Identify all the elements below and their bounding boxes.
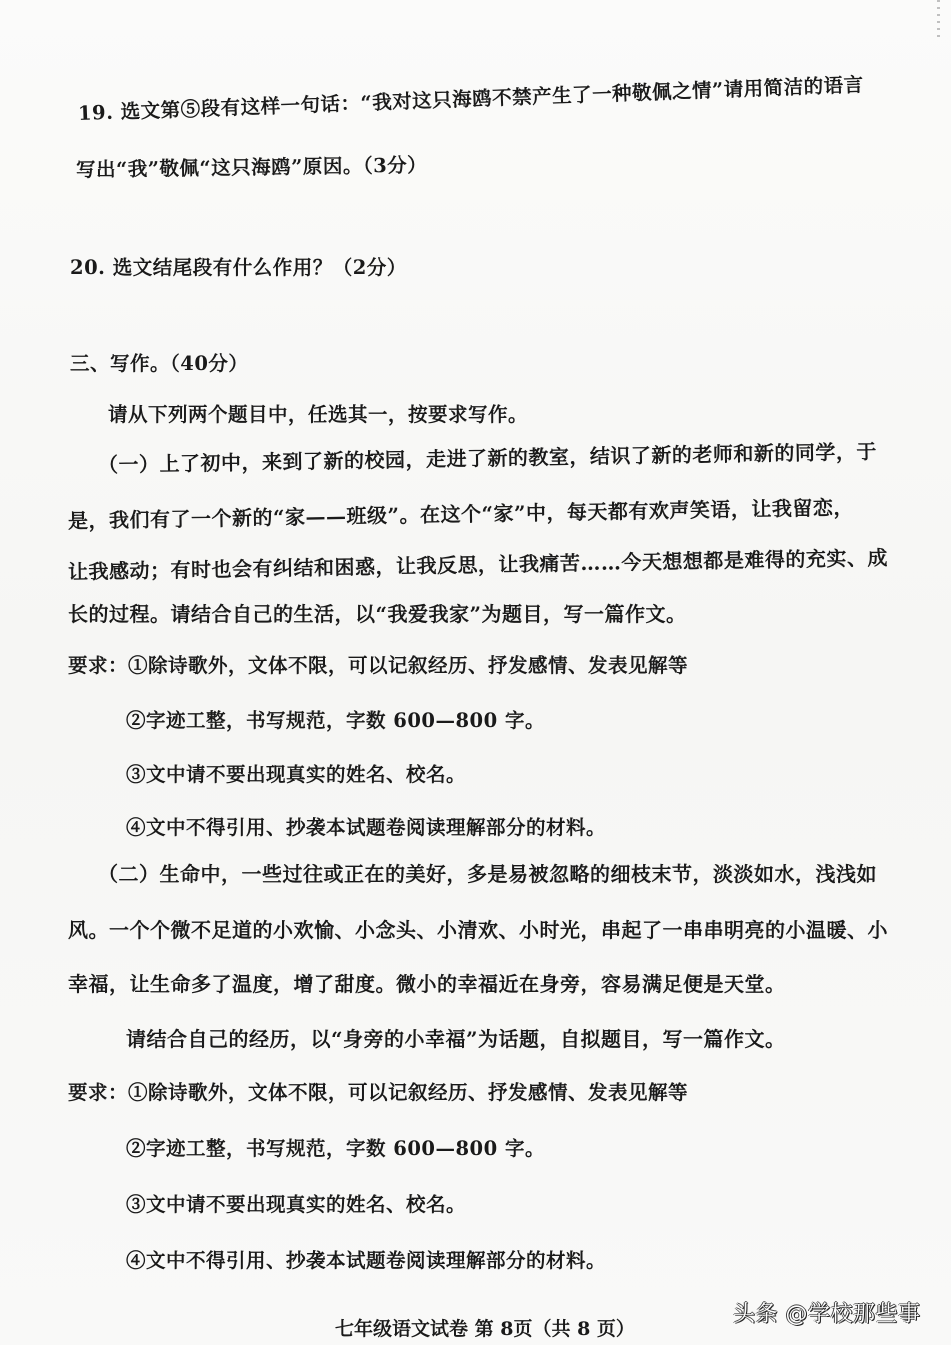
question-19-line-2: 写出“我”敬佩“这只海鸥”原因。（3分）	[75, 153, 428, 182]
prompt-1-line-2: 是，我们有了一个新的“家——班级”。在这个“家”中，每天都有欢声笑语，让我留恋，	[67, 495, 855, 533]
prompt-2-requirement-2: ②字迹工整，书写规范，字数 600—800 字。	[126, 1137, 545, 1160]
section-heading-writing: 三、写作。（40分）	[70, 352, 249, 375]
prompt-1-requirement-1: 要求：①除诗歌外，文体不限，可以记叙经历、抒发感情、发表见解等	[68, 654, 689, 677]
prompt-2-requirement-4: ④文中不得引用、抄袭本试题卷阅读理解部分的材料。	[126, 1249, 607, 1272]
question-19-line-1: 19. 选文第⑤段有这样一句话：“我对这只海鸥不禁产生了一种敬佩之情”请用简洁的语言	[77, 73, 865, 125]
prompt-2-line-1: （二）生命中，一些过往或正在的美好，多是易被忽略的细枝末节，淡淡如水，浅浅如	[98, 862, 877, 886]
prompt-1-line-1: （一）上了初中，来到了新的校园，走进了新的教室，结识了新的老师和新的同学，于	[97, 439, 878, 477]
prompt-1-requirement-2: ②字迹工整，书写规范，字数 600—800 字。	[126, 709, 545, 732]
watermark: 头条 @学校那些事	[733, 1302, 921, 1327]
page-footer: 七年级语文试卷 第 8页（共 8 页）	[335, 1318, 635, 1340]
prompt-2-requirement-3: ③文中请不要出现真实的姓名、校名。	[126, 1193, 467, 1216]
prompt-1-line-4: 长的过程。请结合自己的生活，以“我爱我家”为题目，写一篇作文。	[68, 602, 687, 626]
prompt-2-instruction: 请结合自己的经历，以“身旁的小幸福”为话题，自拟题目，写一篇作文。	[126, 1027, 786, 1051]
question-20: 20. 选文结尾段有什么作用？（2分）	[70, 256, 407, 279]
prompt-1-requirement-4: ④文中不得引用、抄袭本试题卷阅读理解部分的材料。	[126, 816, 607, 839]
writing-instruction: 请从下列两个题目中，任选其一，按要求写作。	[108, 403, 529, 426]
prompt-2-line-2: 风。一个个微不足道的小欢愉、小念头、小清欢、小时光，串起了一串串明亮的小温暖、小	[68, 918, 888, 942]
prompt-1-requirement-3: ③文中请不要出现真实的姓名、校名。	[126, 763, 467, 786]
prompt-2-line-3: 幸福，让生命多了温度，增了甜度。微小的幸福近在身旁，容易满足便是天堂。	[68, 972, 786, 996]
prompt-1-line-3: 让我感动；有时也会有纠结和困惑，让我反思，让我痛苦……今天想想都是难得的充实、成	[67, 545, 889, 584]
prompt-2-requirement-1: 要求：①除诗歌外，文体不限，可以记叙经历、抒发感情、发表见解等	[68, 1081, 689, 1104]
page-edge-marks	[937, 0, 940, 40]
